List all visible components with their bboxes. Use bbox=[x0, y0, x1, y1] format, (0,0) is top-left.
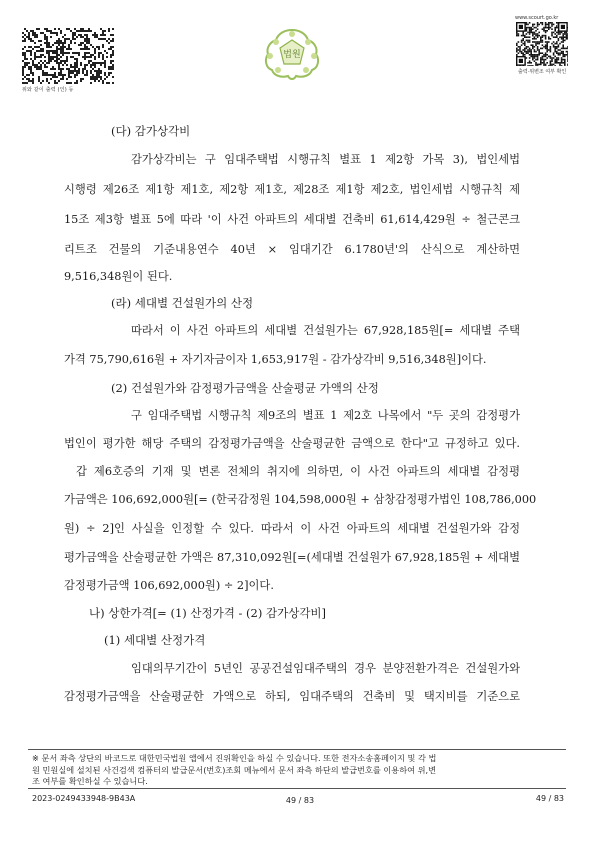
issuance-number: 2023-0249433948-9B43A bbox=[32, 794, 136, 803]
paragraph-line: 감가상각비는 구 임대주택법 시행규칙 별표 1 제2항 가목 3), 법인세법 bbox=[131, 153, 520, 166]
court-emblem-icon bbox=[262, 26, 322, 80]
paragraph-line: 갑 제6호증의 기재 및 변론 전체의 취지에 의하면, 이 사건 아파트의 세대별 감정평 bbox=[76, 465, 520, 478]
paragraph-line: 리트조 건물의 기준내용연수 40년 × 임대기간 6.1780년'의 산식으로 계산하면 bbox=[64, 243, 520, 256]
heading-unit-price: (1) 세대별 산정가격 bbox=[104, 633, 206, 647]
notice-line: 조 여부를 확인하실 수 있습니다. bbox=[32, 776, 148, 786]
paragraph-line: 가금액은 106,692,000원[= (한국감정원 104,598,000원 + 삼창감정평가법인 108,786,000 bbox=[64, 493, 537, 506]
paragraph-line: 가격 75,790,616원 + 자기자금이자 1,653,917원 - 감가상각비 9,516,348원]이다. bbox=[64, 353, 487, 366]
paragraph-line: 따라서 이 사건 아파트의 세대별 건설원가는 67,928,185원[= 세대별 주택 bbox=[131, 324, 520, 337]
heading-depreciation: (다) 감가상각비 bbox=[111, 124, 191, 138]
paragraph-line: 9,516,348원이 된다. bbox=[64, 270, 173, 283]
qr-caption: 출력·위변조 여부 확인 bbox=[518, 69, 567, 75]
notice-line: 원 민원실에 설치된 사건검색 컴퓨터의 발급문서(번호)조회 메뉴에서 문서 좌측 하단의 발급번호를 이용하여 위,변 bbox=[32, 764, 437, 775]
verification-notice bbox=[28, 749, 566, 789]
heading-upper-price: 나) 상한가격[= (1) 산정가격 - (2) 감가상각비] bbox=[89, 606, 327, 620]
paragraph-line: 구 임대주택법 시행규칙 제9조의 별표 1 제2호 나목에서 "두 곳의 감정평가 bbox=[131, 409, 520, 422]
paragraph-line: 원) ÷ 2]인 사실을 인정할 수 있다. 따라서 이 사건 아파트의 세대별 건설원가와 감정 bbox=[64, 522, 520, 535]
paragraph-line: 감정평가금액 106,692,000원) ÷ 2]이다. bbox=[64, 579, 274, 592]
notice-line: ※ 문서 좌측 상단의 바코드로 대한민국법원 앱에서 진위확인을 하실 수 있습니다. 또한 전자소송홈페이지 및 각 법 bbox=[32, 753, 437, 763]
qr-url: www.scourt.go.kr bbox=[515, 15, 559, 21]
paragraph-line: 감정평가금액을 산술평균한 가액으로 하되, 임대주택의 건축비 및 택지비를 기준으로 bbox=[64, 690, 520, 703]
emblem-text: 법원 bbox=[283, 50, 301, 60]
qr-code bbox=[516, 22, 568, 66]
paragraph-line: 평가금액을 산술평균한 가액은 87,310,092원[=(세대별 건설원가 67,928,185원 + 세대별 bbox=[64, 551, 520, 564]
barcode-caption: 위와 같이 출력 (인) 등 bbox=[22, 87, 74, 93]
paragraph-line: 시행령 제26조 제1항 제1호, 제2항 제1호, 제28조 제1항 제2호, 법인세법 시행규칙 제 bbox=[64, 183, 520, 196]
heading-construction-cost: (라) 세대별 건설원가의 산정 bbox=[111, 296, 254, 310]
paragraph-line: 임대의무기간이 5년인 공공건설임대주택의 경우 분양전환가격은 건설원가와 bbox=[131, 662, 520, 675]
heading-average-value: (2) 건설원가와 감정평가금액을 산술평균 가액의 산정 bbox=[111, 381, 379, 395]
page-number: 49 / 83 bbox=[285, 796, 315, 805]
page-number-right: 49 / 83 bbox=[535, 794, 564, 803]
paragraph-line: 15조 제3항 별표 5에 따라 '이 사건 아파트의 세대별 건축비 61,614,429원 ÷ 철근콘크 bbox=[64, 213, 520, 226]
document-barcode bbox=[22, 28, 114, 84]
paragraph-line: 법인이 평가한 해당 주택의 감정평가금액을 산술평균한 금액으로 한다"고 규정하고 있다. bbox=[64, 437, 520, 450]
